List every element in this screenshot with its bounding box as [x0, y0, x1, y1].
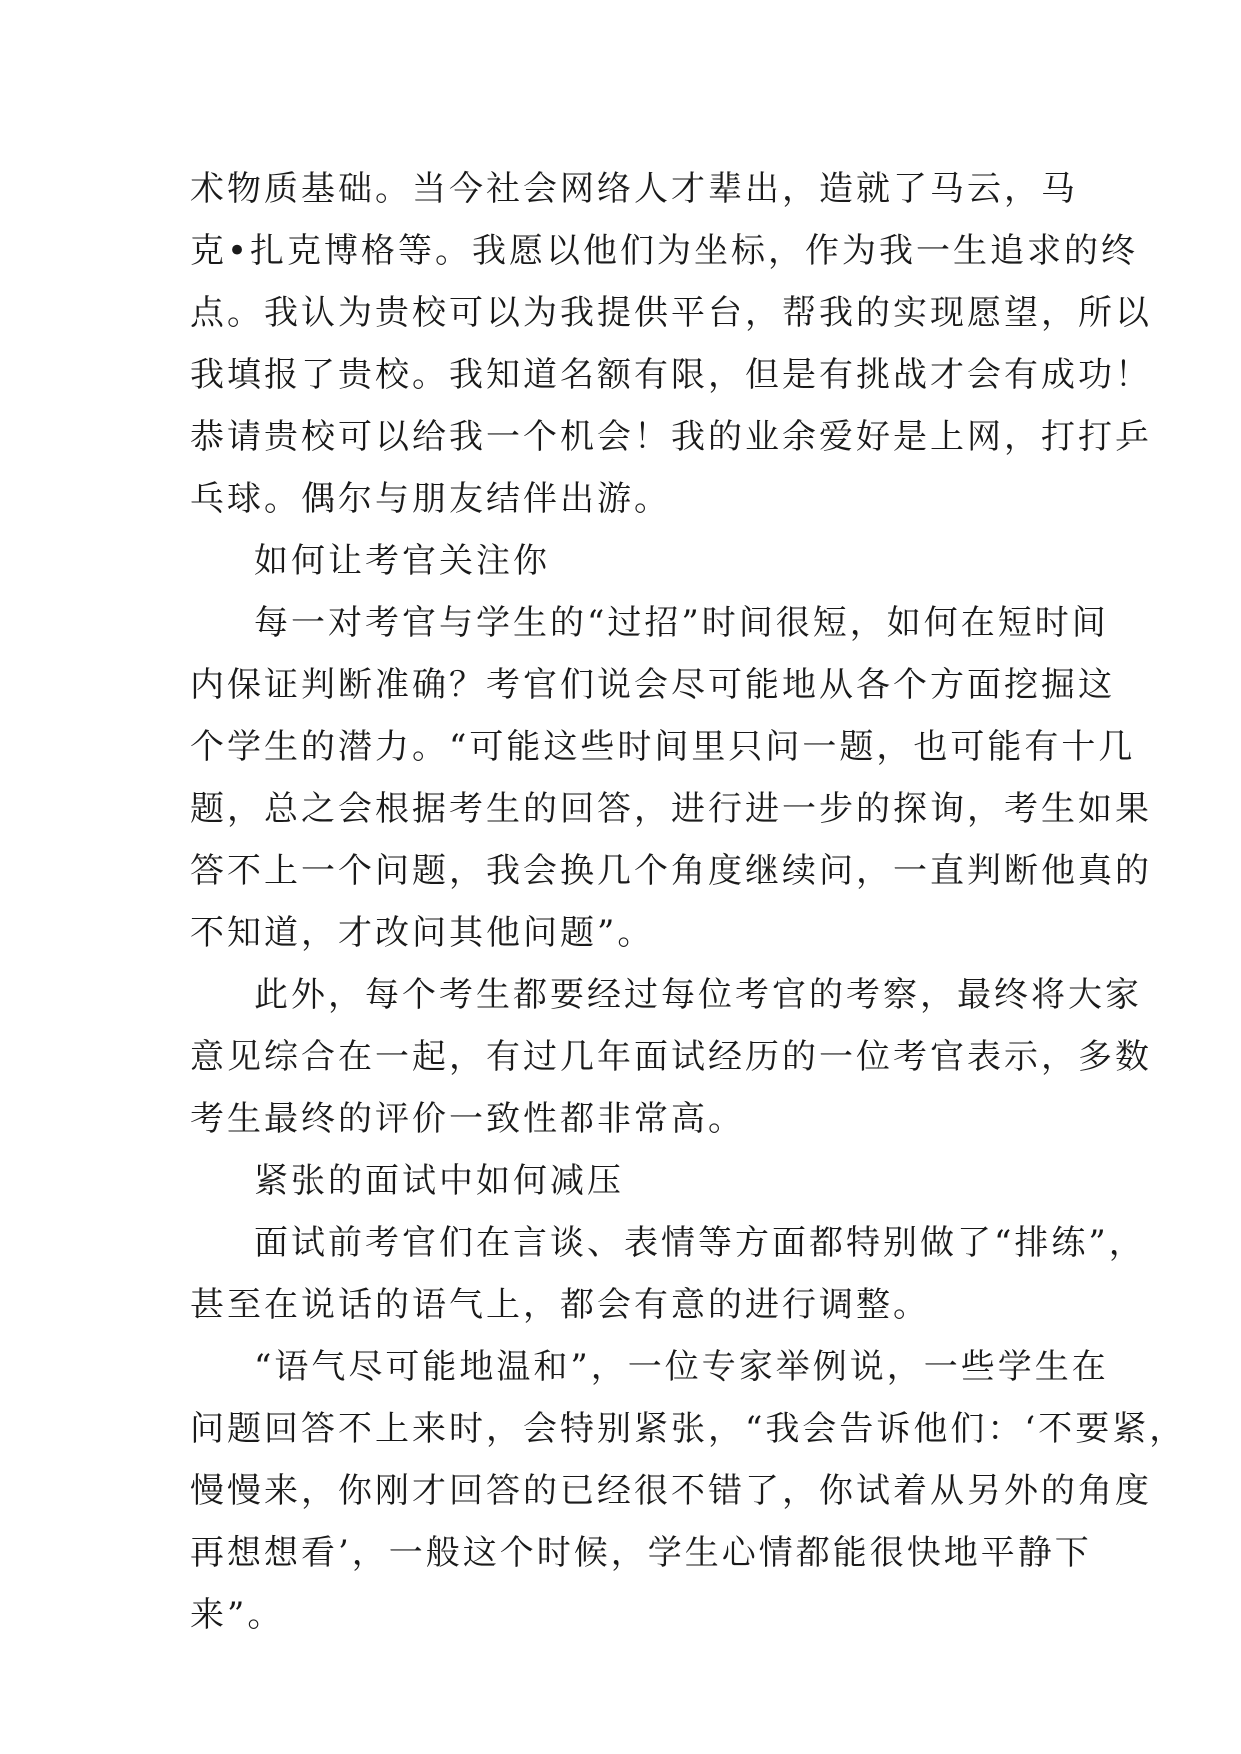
text-line: 甚至在说话的语气上，都会有意的进行调整。: [190, 1285, 930, 1325]
paragraph-first-line: 此外，每个考生都要经过每位考官的考察，最终将大家: [254, 975, 1142, 1015]
text-line: 不知道，才改问其他问题”。: [190, 913, 655, 953]
text-line: 题，总之会根据考生的回答，进行进一步的探询，考生如果: [190, 789, 1152, 829]
section-heading: 如何让考官关注你: [254, 541, 550, 581]
text-line: 个学生的潜力。“可能这些时间里只问一题，也可能有十几: [190, 727, 1136, 767]
text-line: 乓球。偶尔与朋友结伴出游。: [190, 479, 671, 519]
text-line: 术物质基础。当今社会网络人才辈出，造就了马云，马: [190, 169, 1078, 209]
document-body: [190, 158, 1187, 1646]
text-line: 来”。: [190, 1595, 285, 1635]
paragraph-first-line: 面试前考官们在言谈、表情等方面都特别做了“排练”，: [254, 1223, 1146, 1263]
text-line: 克•扎克博格等。我愿以他们为坐标，作为我一生追求的终: [190, 231, 1139, 271]
paragraph-first-line: “语气尽可能地温和”，一位专家举例说，一些学生在: [254, 1347, 1109, 1387]
text-line: 我填报了贵校。我知道名额有限，但是有挑战才会有成功！: [190, 355, 1152, 395]
paragraph-first-line: 每一对考官与学生的“过招”时间很短，如何在短时间: [254, 603, 1109, 643]
text-line: 再想想看’，一般这个时候，学生心情都能很快地平静下: [190, 1533, 1092, 1573]
text-line: 点。我认为贵校可以为我提供平台，帮我的实现愿望，所以: [190, 293, 1152, 333]
section-heading: 紧张的面试中如何减压: [254, 1161, 624, 1201]
text-line: 慢慢来，你刚才回答的已经很不错了，你试着从另外的角度: [190, 1471, 1152, 1511]
text-line: 内保证判断准确？考官们说会尽可能地从各个方面挖掘这: [190, 665, 1115, 705]
text-line: 答不上一个问题，我会换几个角度继续问，一直判断他真的: [190, 851, 1152, 891]
text-line: 意见综合在一起，有过几年面试经历的一位考官表示，多数: [190, 1037, 1152, 1077]
text-line: 问题回答不上来时，会特别紧张，“我会告诉他们：‘不要紧，: [190, 1409, 1187, 1449]
text-line: 考生最终的评价一致性都非常高。: [190, 1099, 745, 1139]
text-line: 恭请贵校可以给我一个机会！我的业余爱好是上网，打打乒: [190, 417, 1152, 457]
